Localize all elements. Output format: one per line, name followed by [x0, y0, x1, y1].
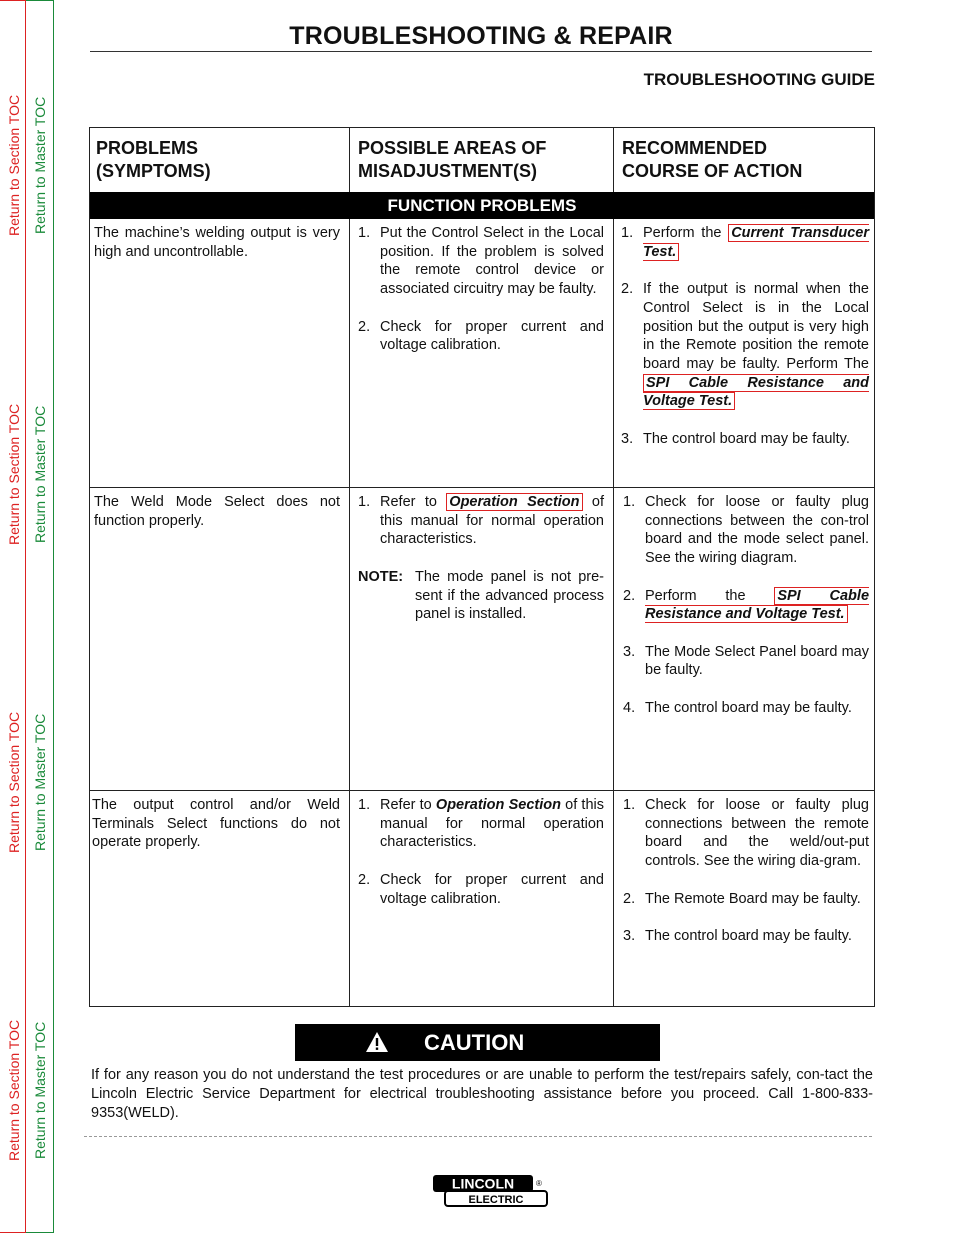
return-master-toc-link[interactable]: Return to Master TOC	[32, 96, 48, 234]
return-section-toc-link[interactable]: Return to Section TOC	[6, 1019, 22, 1161]
areas-cell	[358, 796, 604, 927]
list-item: 1. Perform the Current Transducer Test.	[621, 225, 869, 260]
svg-text:LINCOLN: LINCOLN	[451, 1175, 515, 1192]
troubleshooting-table	[89, 127, 875, 1007]
function-problems-band: FUNCTION PROBLEMS	[90, 192, 874, 219]
note: NOTE: The mode panel is not pre-sent if the advanced process panel is installed.	[358, 568, 604, 623]
actions-cell	[623, 796, 869, 964]
areas-cell	[358, 493, 604, 624]
list-item: 3. The Mode Select Panel board may be faulty.	[623, 643, 869, 679]
actions-cell	[623, 493, 869, 736]
header-problems: PROBLEMS (SYMPTOMS)	[96, 138, 211, 181]
header-actions: RECOMMENDED COURSE OF ACTION	[622, 138, 803, 181]
actions-cell	[621, 224, 869, 467]
list-item: 1. Check for loose or faulty plug connections between the con-trol board and the mode select panel. See the wiring diagram.	[623, 494, 869, 567]
caution-banner	[295, 1024, 660, 1061]
list-item: 2. Perform the SPI Cable Resistance and Voltage Test.	[623, 587, 870, 623]
list-item: 1. Check for loose or faulty plug connections between the remote board and the weld/out-put controls. See the wiring dia-gram.	[623, 797, 869, 870]
return-section-toc-link[interactable]: Return to Section TOC	[6, 711, 22, 853]
svg-text:ELECTRIC: ELECTRIC	[468, 1194, 524, 1206]
current-transducer-test-link[interactable]: Current Transducer Test.	[643, 225, 869, 260]
spi-cable-test-link[interactable]: SPI Cable Resistance and Voltage Test.	[645, 587, 870, 623]
list-item: 3. The control board may be faulty.	[623, 927, 852, 944]
return-master-toc-link[interactable]: Return to Master TOC	[32, 405, 48, 543]
list-item: 2. If the output is normal when the Control Select is in the Local position but the output is very high in the Remote position the remote board may be faulty. Perform The SPI Cable Resistance and Voltage Test.	[621, 281, 869, 410]
list-item: 1. Refer to Operation Section of this manual for normal operation characteristics.	[358, 494, 604, 548]
list-item: 1. Put the Control Select in the Local position. If the problem is solved the remote control device or associated circuitry may be faulty.	[358, 225, 604, 298]
return-master-toc-link[interactable]: Return to Master TOC	[32, 1021, 48, 1159]
spi-cable-test-link[interactable]: SPI Cable Resistance and Voltage Test.	[643, 374, 869, 410]
list-item: 2. The Remote Board may be faulty.	[623, 890, 861, 907]
problem-cell: The Weld Mode Select does not function properly.	[94, 494, 340, 529]
list-item: 4. The control board may be faulty.	[623, 699, 852, 716]
column-divider	[613, 128, 614, 1006]
column-divider	[349, 128, 350, 1006]
problem-cell: The output control and/or Weld Terminals Select functions do not operate properly.	[92, 797, 340, 851]
caution-label: CAUTION	[424, 1030, 525, 1055]
header-areas: POSSIBLE AREAS OF MISADJUSTMENT(S)	[358, 138, 547, 181]
return-section-toc-link[interactable]: Return to Section TOC	[6, 403, 22, 545]
operation-section-link[interactable]: Operation Section	[446, 493, 582, 511]
footer-divider	[84, 1136, 872, 1137]
list-item: 1. Refer to Operation Section of this manual for normal operation characteristics.	[358, 797, 604, 851]
list-item: 2. Check for proper current and voltage calibration.	[358, 871, 604, 907]
guide-title: TROUBLESHOOTING GUIDE	[643, 70, 875, 89]
row-divider	[90, 790, 874, 791]
row-divider	[90, 487, 874, 488]
table-header	[90, 128, 874, 193]
list-item: 3. The control board may be faulty.	[621, 430, 850, 447]
lincoln-electric-logo	[432, 1173, 550, 1209]
list-item: 2. Check for proper current and voltage calibration.	[358, 318, 604, 354]
warning-icon	[365, 1031, 389, 1053]
title-divider	[90, 51, 872, 52]
page-title: TROUBLESHOOTING & REPAIR	[289, 22, 673, 50]
return-master-toc-link[interactable]: Return to Master TOC	[32, 713, 48, 851]
return-section-toc-link[interactable]: Return to Section TOC	[6, 94, 22, 236]
problem-cell: The machine’s welding output is very high and uncontrollable.	[94, 225, 340, 260]
caution-text: If for any reason you do not understand the test procedures or are unable to perform the test/repairs safely, con-tact the Lincoln Electric Service Department for electrical troubleshooting assistance before you proceed. Call 1-800-833-9353(WELD).	[91, 1067, 873, 1121]
areas-cell	[358, 224, 604, 374]
svg-text:®: ®	[536, 1179, 542, 1188]
